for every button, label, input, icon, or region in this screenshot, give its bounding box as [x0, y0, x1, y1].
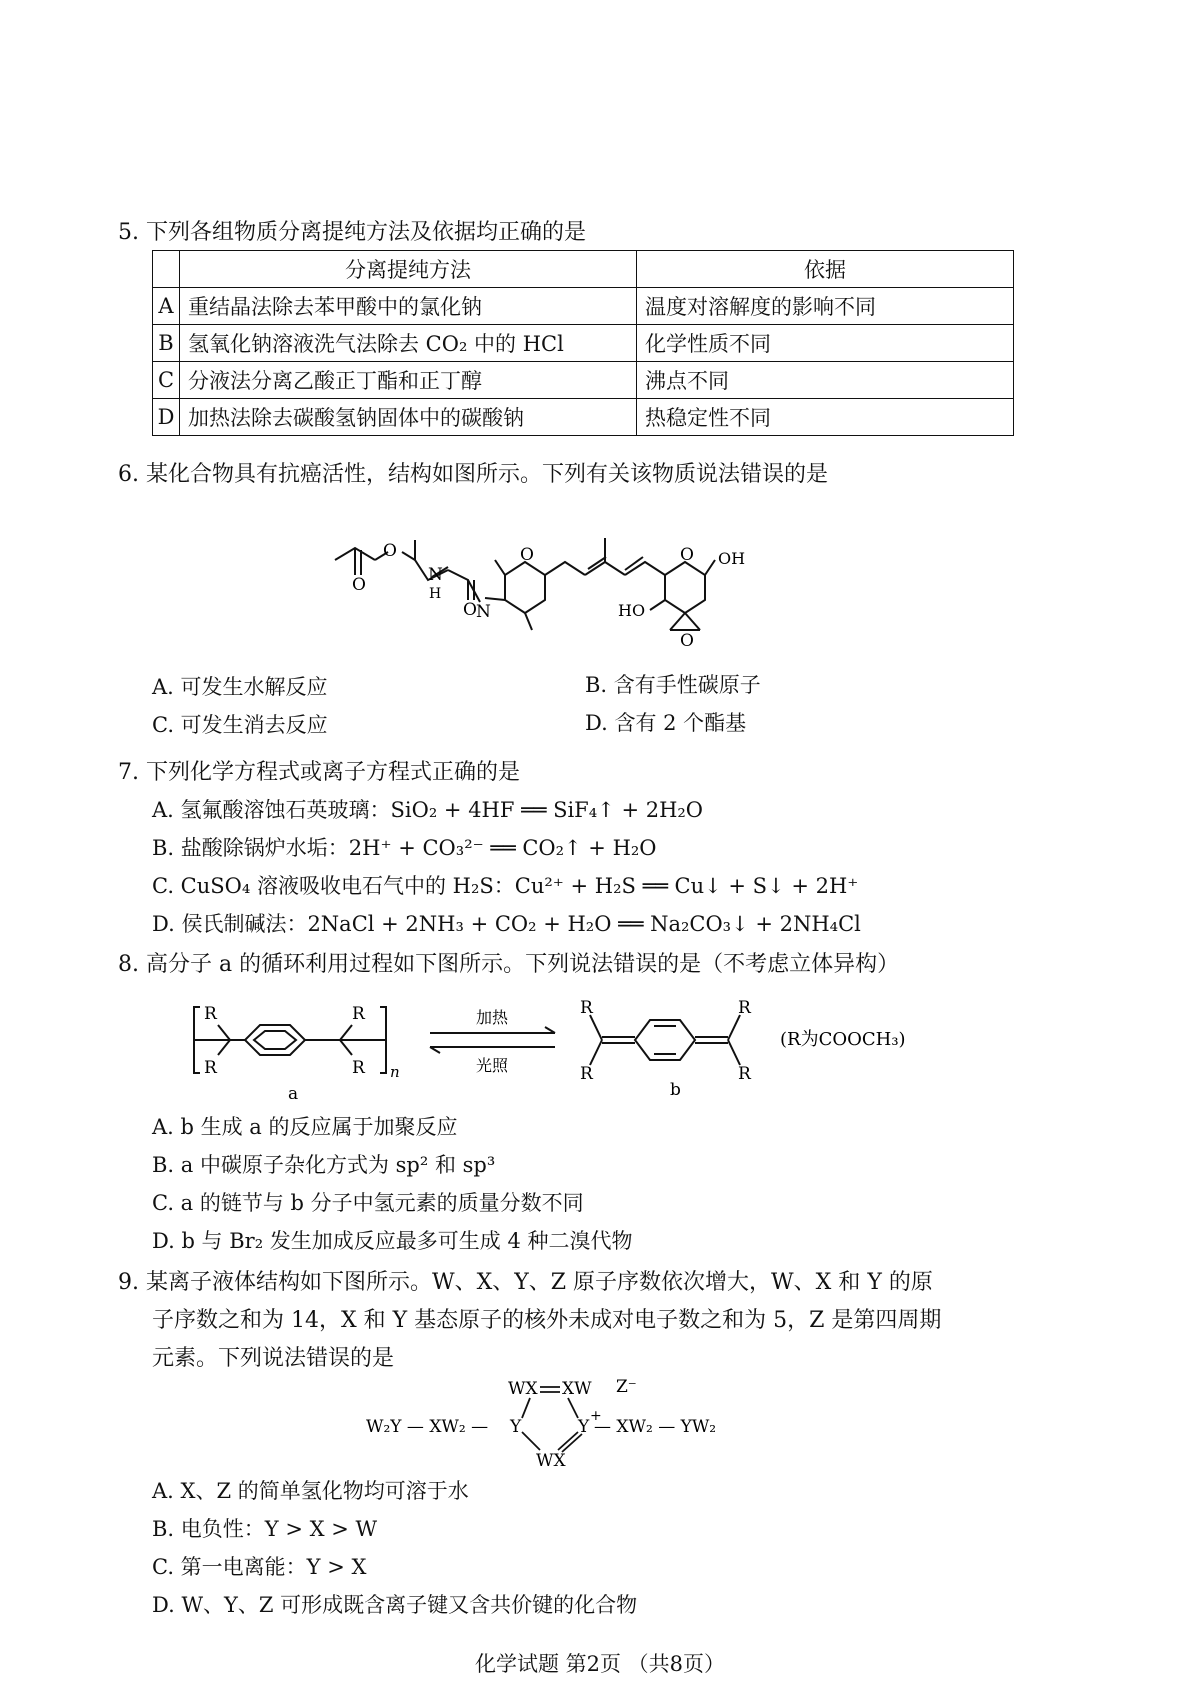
atom-n: N	[428, 565, 443, 585]
q9-structure	[360, 1370, 780, 1470]
table-header-row	[153, 251, 1014, 288]
r-group: R	[580, 1064, 593, 1084]
ring-top-left: WX	[508, 1379, 538, 1399]
row-basis: 热稳定性不同	[637, 399, 1014, 436]
row-basis: 沸点不同	[637, 362, 1014, 399]
q9-option-b: B. 电负性：Y > X > W	[152, 1517, 378, 1541]
q9-option-a: A. X、Z 的简单氢化物均可溶于水	[152, 1479, 469, 1503]
atom-n: N	[476, 602, 491, 622]
atom-o: O	[463, 600, 477, 620]
arrow-forward-label: 加热	[476, 1008, 509, 1027]
row-label: A	[153, 288, 180, 325]
q9-option-d: D. W、Y、Z 可形成既含离子键又含共价键的化合物	[152, 1593, 638, 1617]
q7-option-a: A. 氢氟酸溶蚀石英玻璃：SiO₂ + 4HF ══ SiF₄↑ + 2H₂O	[152, 798, 704, 822]
q8-option-b: B. a 中碳原子杂化方式为 sp² 和 sp³	[152, 1153, 496, 1177]
atom-o: O	[680, 545, 694, 565]
table-row	[153, 399, 1014, 436]
q6-option-b: B. 含有手性碳原子	[585, 673, 761, 697]
table-header-method: 分离提纯方法	[180, 251, 637, 288]
atom-oh: OH	[718, 549, 746, 568]
q6-stem: 6. 某化合物具有抗癌活性，结构如图所示。下列有关该物质说法错误的是	[118, 462, 828, 487]
q8-option-d: D. b 与 Br₂ 发生加成反应最多可生成 4 种二溴代物	[152, 1229, 633, 1253]
q7-option-d: D. 侯氏制碱法：2NaCl + 2NH₃ + CO₂ + H₂O ══ Na₂CO₃↓ + 2NH₄Cl	[152, 912, 861, 936]
q7-option-b: B. 盐酸除锅炉水垢：2H⁺ + CO₃²⁻ ══ CO₂↑ + H₂O	[152, 836, 657, 860]
atom-h: H	[429, 586, 442, 602]
row-label: B	[153, 325, 180, 362]
q8-scheme	[180, 995, 960, 1105]
repeat-n: n	[390, 1063, 400, 1081]
q9-option-c: C. 第一电离能：Y > X	[152, 1555, 367, 1579]
q6-option-d: D. 含有 2 个酯基	[585, 711, 747, 735]
arrow-backward-label: 光照	[476, 1056, 509, 1075]
row-label: C	[153, 362, 180, 399]
table-row	[153, 288, 1014, 325]
q6-structure	[320, 520, 800, 650]
q7-stem: 7. 下列化学方程式或离子方程式正确的是	[118, 760, 520, 785]
r-note: (R为COOCH₃)	[780, 1029, 906, 1050]
ring-top-right: XW	[562, 1379, 592, 1399]
atom-o: O	[383, 541, 397, 561]
r-group: R	[352, 1058, 365, 1078]
y-left: Y	[510, 1417, 522, 1437]
right-chain: — XW₂ — YW₂	[594, 1417, 717, 1437]
r-group: R	[204, 1004, 217, 1024]
row-method: 氢氧化钠溶液洗气法除去 CO₂ 中的 HCl	[180, 325, 637, 362]
atom-ho: HO	[618, 601, 646, 620]
label-b: b	[670, 1080, 681, 1100]
r-group: R	[738, 1064, 751, 1084]
atom-o: O	[680, 631, 694, 650]
q9-stem-line1: 9. 某离子液体结构如下图所示。W、X、Y、Z 原子序数依次增大，W、X 和 Y 的原	[118, 1270, 933, 1295]
row-basis: 温度对溶解度的影响不同	[637, 288, 1014, 325]
label-a: a	[288, 1084, 299, 1104]
anion-z: Z⁻	[616, 1377, 637, 1397]
q6-option-c: C. 可发生消去反应	[152, 713, 328, 737]
atom-o: O	[520, 545, 534, 565]
q8-option-c: C. a 的链节与 b 分子中氢元素的质量分数不同	[152, 1191, 584, 1215]
q8-stem: 8. 高分子 a 的循环利用过程如下图所示。下列说法错误的是（不考虑立体异构）	[118, 952, 900, 977]
row-label: D	[153, 399, 180, 436]
row-method: 加热法除去碳酸氢钠固体中的碳酸钠	[180, 399, 637, 436]
y-right: Y	[578, 1417, 590, 1437]
table-row	[153, 362, 1014, 399]
plus-charge: +	[590, 1408, 602, 1424]
q7-option-c: C. CuSO₄ 溶液吸收电石气中的 H₂S：Cu²⁺ + H₂S ══ Cu↓ + S↓ + 2H⁺	[152, 874, 859, 898]
left-chain: W₂Y — XW₂ —	[366, 1417, 489, 1437]
r-group: R	[738, 998, 751, 1018]
r-group: R	[352, 1004, 365, 1024]
row-method: 重结晶法除去苯甲酸中的氯化钠	[180, 288, 637, 325]
q9-stem-line2: 子序数之和为 14，X 和 Y 基态原子的核外未成对电子数之和为 5，Z 是第四周期	[152, 1308, 942, 1333]
q8-option-a: A. b 生成 a 的反应属于加聚反应	[152, 1115, 458, 1139]
row-method: 分液法分离乙酸正丁酯和正丁醇	[180, 362, 637, 399]
q5-table	[152, 250, 1014, 436]
q9-stem-line3: 元素。下列说法错误的是	[152, 1346, 395, 1371]
atom-o: O	[352, 575, 366, 595]
r-group: R	[580, 998, 593, 1018]
r-group: R	[204, 1058, 217, 1078]
q6-option-a: A. 可发生水解反应	[152, 675, 328, 699]
table-row	[153, 325, 1014, 362]
q5-stem: 5. 下列各组物质分离提纯方法及依据均正确的是	[118, 220, 586, 245]
row-basis: 化学性质不同	[637, 325, 1014, 362]
ring-bottom: WX	[536, 1451, 566, 1470]
table-header-basis: 依据	[637, 251, 1014, 288]
page-footer: 化学试题 第2页 （共8页）	[474, 1652, 726, 1676]
